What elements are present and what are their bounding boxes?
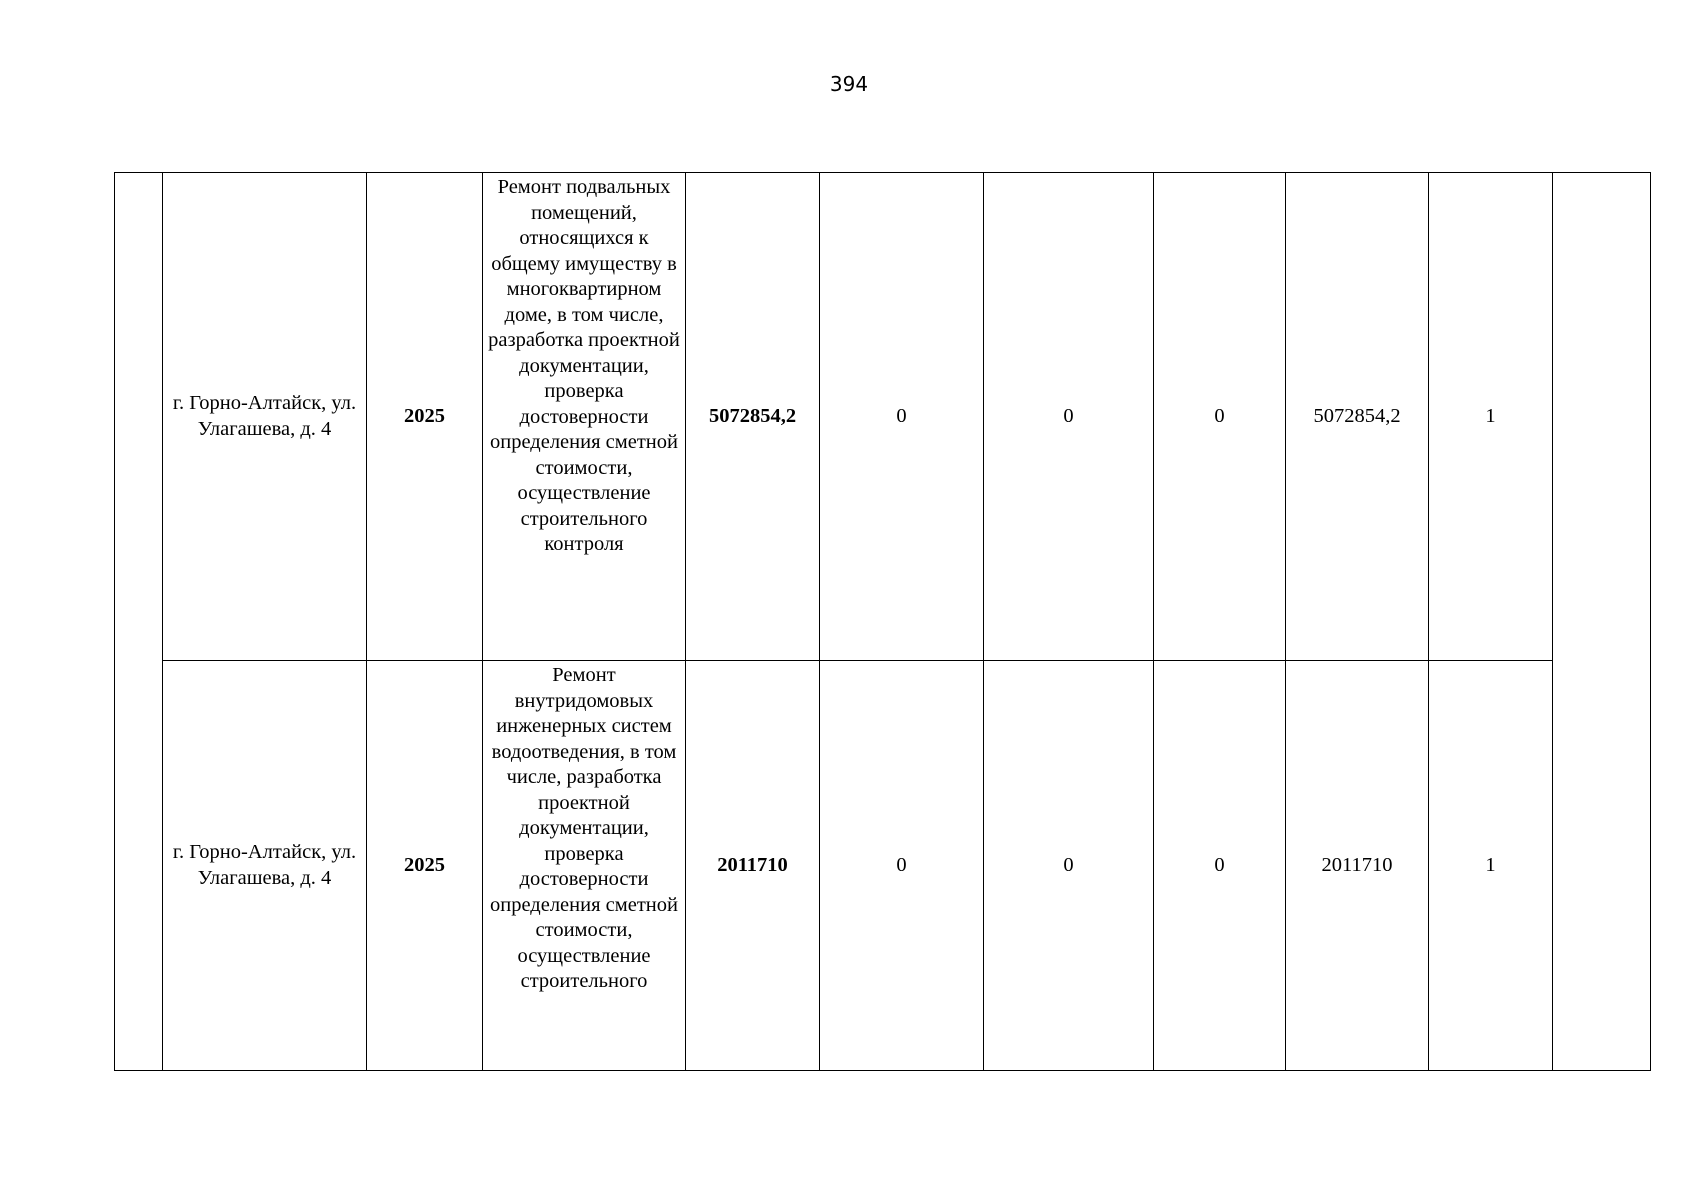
row-number-cell — [115, 173, 163, 1071]
table-row — [115, 173, 1651, 661]
table-row — [115, 661, 1651, 1071]
funding-cell-b: 0 — [984, 173, 1154, 661]
last-column-cell — [1553, 173, 1651, 1071]
count-cell: 1 — [1429, 661, 1553, 1071]
work-type-cell: Ремонт внутридомовых инженерных систем водоотведения, в том числе, разработка проектной документации, проверка достоверности определения сметной стоимости, осуществление строительного — [483, 661, 686, 1071]
funding-cell-d: 2011710 — [1286, 661, 1429, 1071]
works-table — [114, 172, 1651, 1071]
work-type-cell: Ремонт подвальных помещений, относящихся к общему имуществу в многоквартирном доме, в том числе, разработка проектной документации, проверка достоверности определения сметной стоимости, осуществление строительного контроля — [483, 173, 686, 661]
funding-cell-c: 0 — [1154, 173, 1286, 661]
funding-cell-a: 0 — [820, 173, 984, 661]
page-number: 394 — [829, 72, 869, 96]
funding-cell-c: 0 — [1154, 661, 1286, 1071]
address-cell: г. Горно-Алтайск, ул. Улагашева, д. 4 — [163, 173, 367, 661]
count-cell: 1 — [1429, 173, 1553, 661]
year-cell: 2025 — [367, 173, 483, 661]
year-cell: 2025 — [367, 661, 483, 1071]
funding-cell-d: 5072854,2 — [1286, 173, 1429, 661]
funding-cell-a: 0 — [820, 661, 984, 1071]
total-cost-cell: 5072854,2 — [686, 173, 820, 661]
funding-cell-b: 0 — [984, 661, 1154, 1071]
address-cell: г. Горно-Алтайск, ул. Улагашева, д. 4 — [163, 661, 367, 1071]
total-cost-cell: 2011710 — [686, 661, 820, 1071]
